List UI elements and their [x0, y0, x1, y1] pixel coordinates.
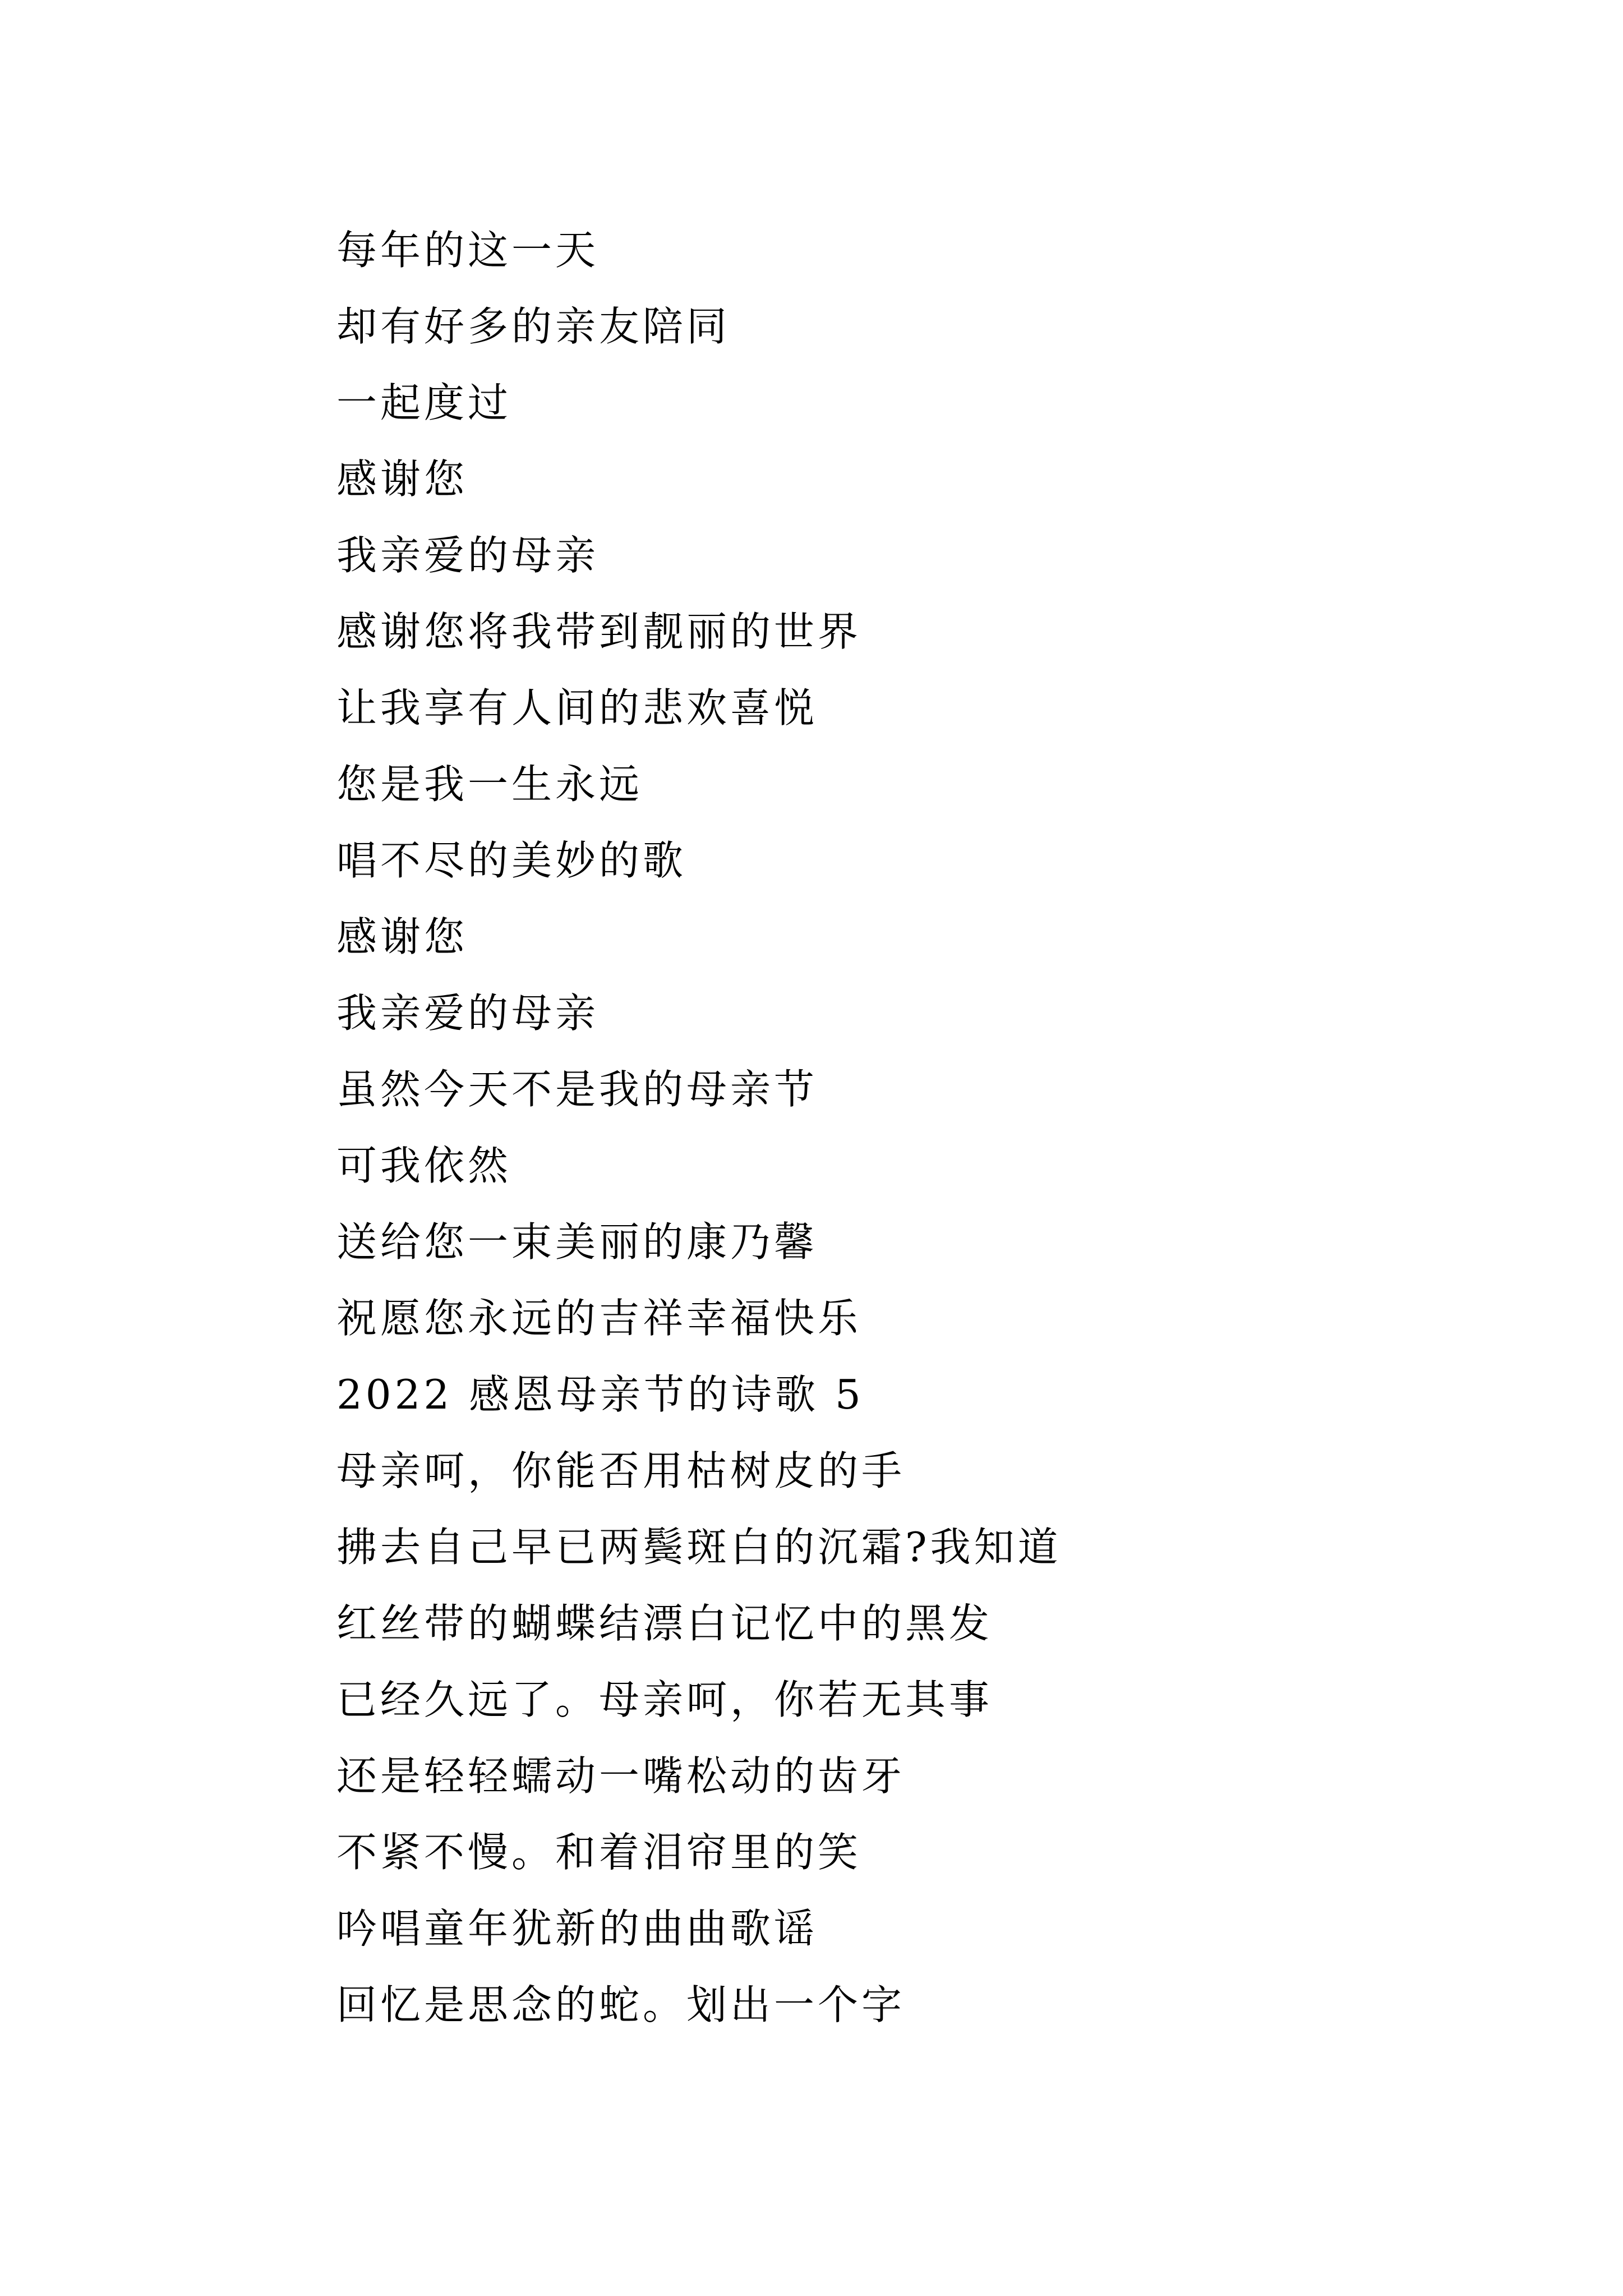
poem-line: 母亲呵，你能否用枯树皮的手 [336, 1447, 906, 1494]
poem-line: 每年的这一天 [336, 227, 600, 274]
poem-line: 已经久远了。母亲呵，你若无其事 [336, 1676, 993, 1723]
poem-line: 我亲爱的母亲 [336, 532, 600, 579]
poem-line: 感谢您 [336, 913, 468, 960]
poem-line: 送给您一束美丽的康乃馨 [336, 1218, 818, 1266]
poem-line: 感谢您将我带到靓丽的世界 [336, 608, 862, 655]
poem-line: 感谢您 [336, 455, 468, 503]
poem-line: 却有好多的亲友陪同 [336, 303, 731, 350]
poem-line: 不紧不慢。和着泪帘里的笑 [336, 1829, 862, 1876]
poem-line: 还是轻轻蠕动一嘴松动的齿牙 [336, 1752, 906, 1800]
poem-body [336, 212, 1062, 2043]
section-heading: 2022 感恩母亲节的诗歌 5 [336, 1371, 864, 1418]
poem-line: 吟唱童年犹新的曲曲歌谣 [336, 1905, 818, 1952]
poem-line: 一起度过 [336, 379, 512, 426]
poem-line: 红丝带的蝴蝶结漂白记忆中的黑发 [336, 1600, 993, 1647]
poem-line: 祝愿您永远的吉祥幸福快乐 [336, 1295, 862, 1342]
poem-line: 我亲爱的母亲 [336, 990, 600, 1037]
poem-line: 可我依然 [336, 1142, 512, 1189]
poem-line: 唱不尽的美妙的歌 [336, 837, 687, 884]
poem-line: 拂去自己早已两鬓斑白的沉霜?我知道 [336, 1524, 1062, 1571]
poem-line: 您是我一生永远 [336, 761, 643, 808]
poem-line: 回忆是思念的蛇。划出一个字 [336, 1981, 906, 2028]
poem-line: 虽然今天不是我的母亲节 [336, 1066, 818, 1113]
poem-line: 让我享有人间的悲欢喜悦 [336, 684, 818, 731]
